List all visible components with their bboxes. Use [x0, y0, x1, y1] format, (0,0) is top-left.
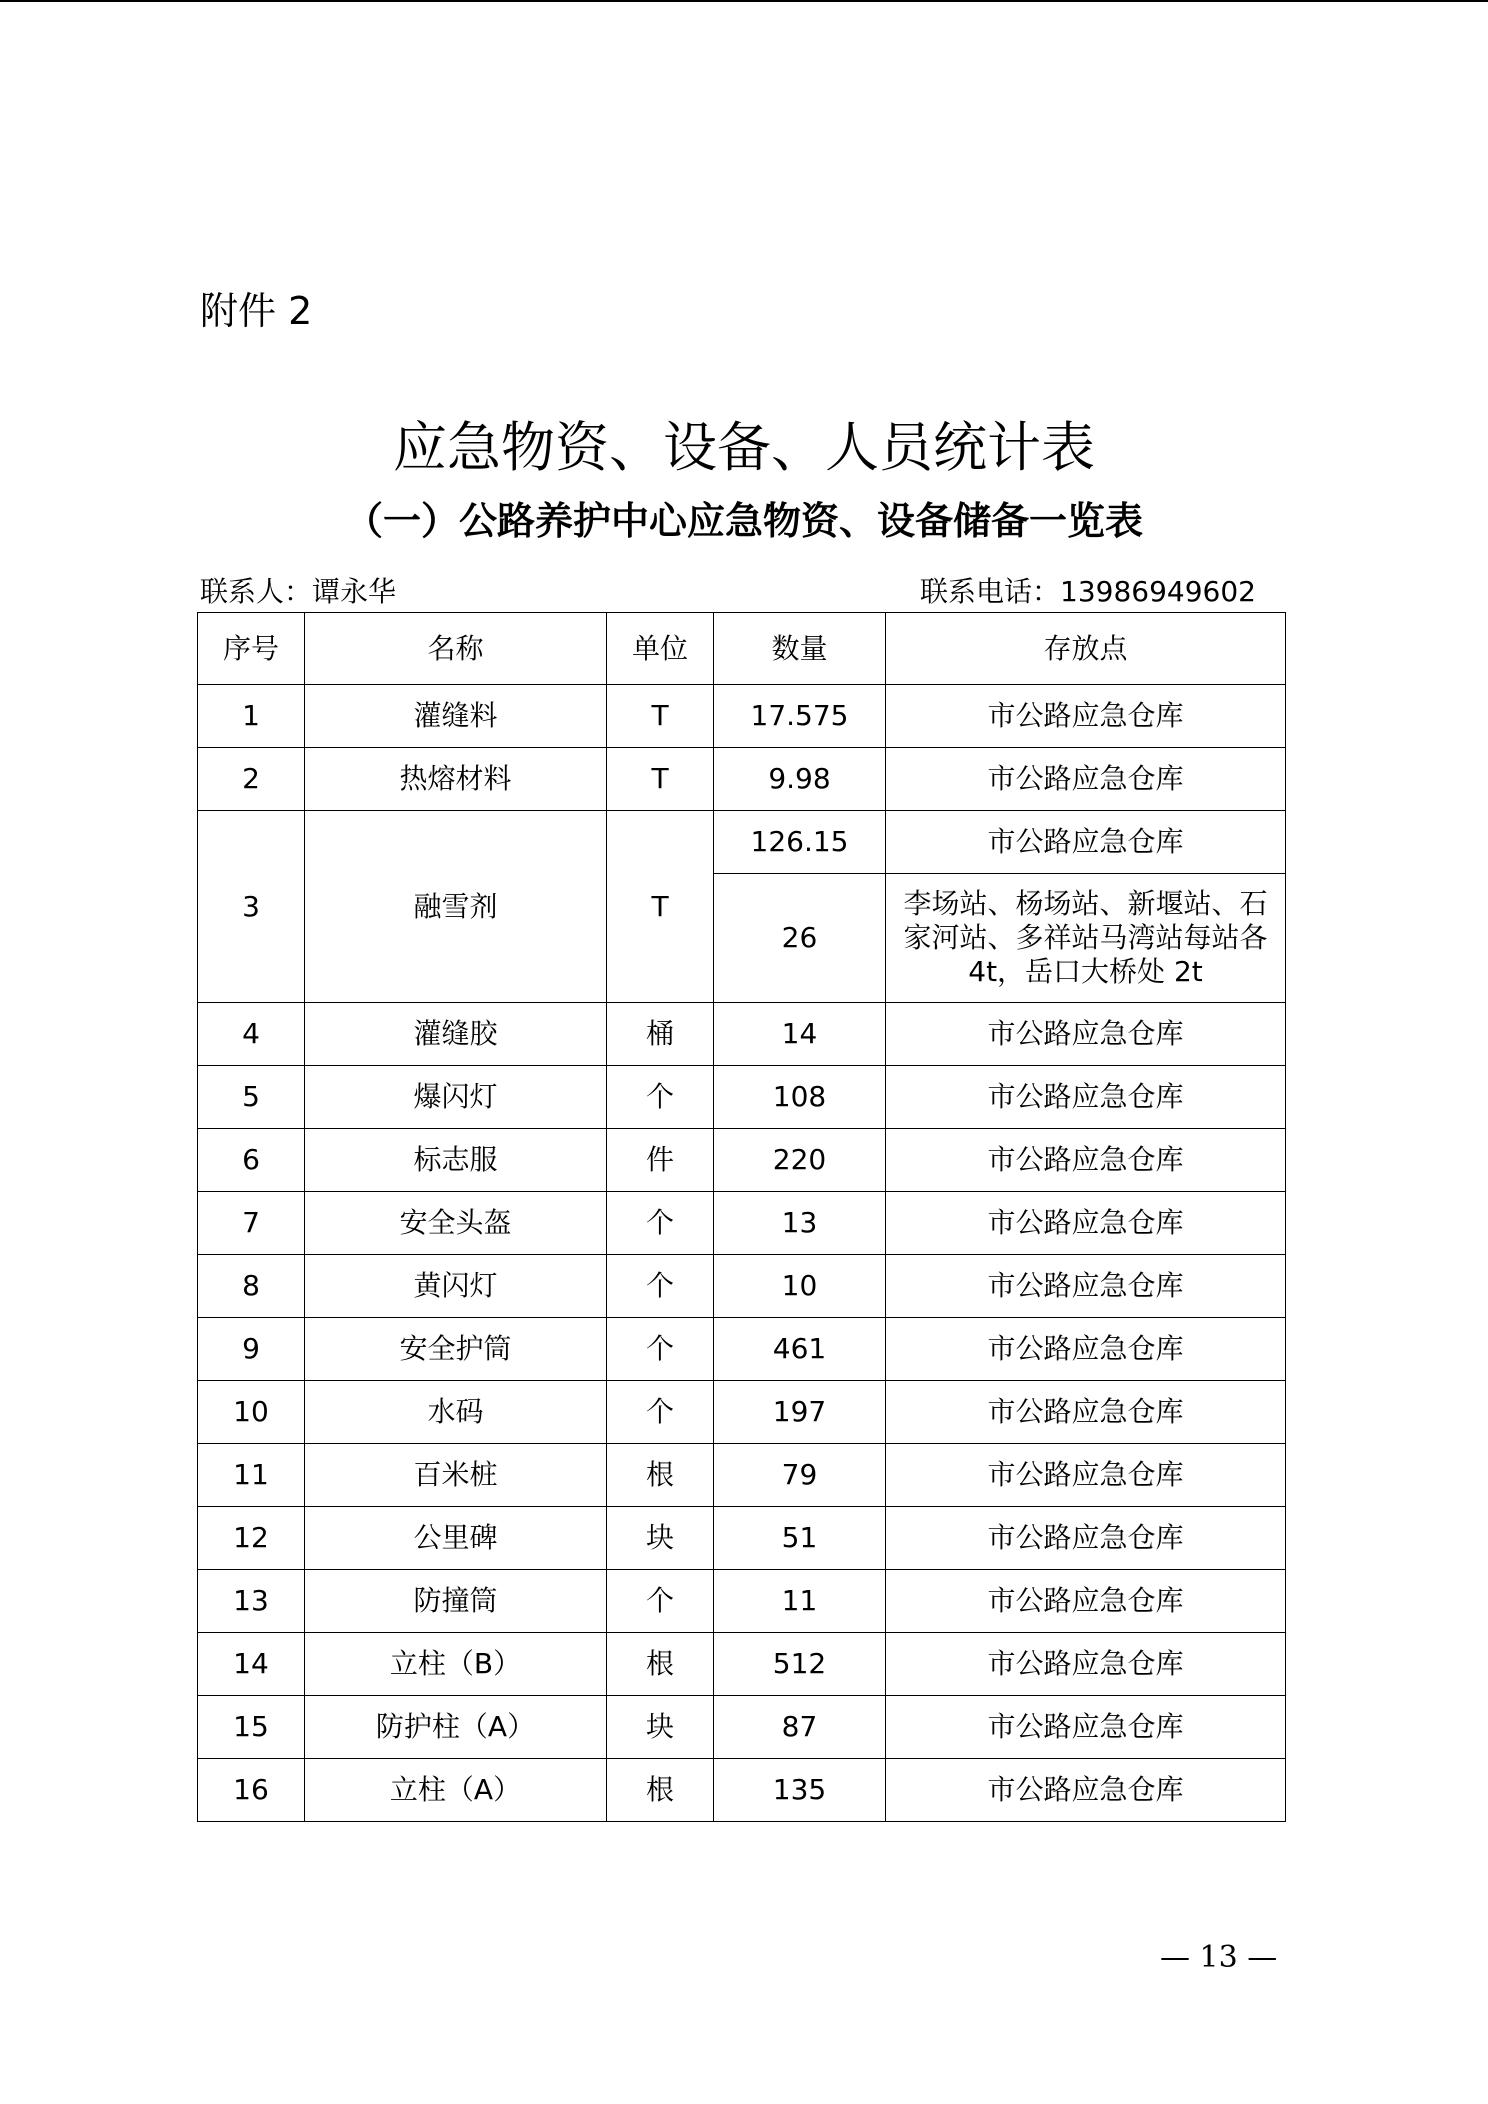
- cell-qty: 126.15: [714, 811, 886, 874]
- table-row: [198, 1507, 1286, 1570]
- cell-name: 公里碑: [305, 1507, 607, 1570]
- cell-no: 12: [198, 1507, 305, 1570]
- cell-name: 安全护筒: [305, 1318, 607, 1381]
- cell-location: 市公路应急仓库: [886, 811, 1286, 874]
- cell-no: 13: [198, 1570, 305, 1633]
- cell-qty: 220: [714, 1129, 886, 1192]
- cell-no: 4: [198, 1003, 305, 1066]
- table-header-row: [198, 613, 1286, 685]
- cell-no: 6: [198, 1129, 305, 1192]
- cell-location: 李场站、杨场站、新堰站、石家河站、多祥站马湾站每站各 4t，岳口大桥处 2t: [886, 874, 1286, 1003]
- cell-location: 市公路应急仓库: [886, 1129, 1286, 1192]
- page-subtitle: （一）公路养护中心应急物资、设备储备一览表: [344, 499, 1143, 543]
- table-row: [198, 1318, 1286, 1381]
- page-title: 应急物资、设备、人员统计表: [393, 416, 1095, 479]
- header-qty: 数量: [714, 613, 886, 685]
- contact-person: 联系人：谭永华: [200, 575, 397, 608]
- cell-unit: T: [607, 685, 714, 748]
- cell-unit: 个: [607, 1381, 714, 1444]
- cell-no: 10: [198, 1381, 305, 1444]
- table-row: [198, 748, 1286, 811]
- cell-name: 融雪剂: [305, 811, 607, 1003]
- annex-label: 附件 2: [200, 289, 313, 333]
- table-row: [198, 685, 1286, 748]
- table-row: [198, 1444, 1286, 1507]
- cell-location: 市公路应急仓库: [886, 1318, 1286, 1381]
- cell-no: 11: [198, 1444, 305, 1507]
- cell-qty: 17.575: [714, 685, 886, 748]
- cell-name: 防护柱（A）: [305, 1696, 607, 1759]
- cell-name: 标志服: [305, 1129, 607, 1192]
- cell-location: 市公路应急仓库: [886, 1633, 1286, 1696]
- cell-qty: 108: [714, 1066, 886, 1129]
- cell-unit: 个: [607, 1255, 714, 1318]
- cell-no: 5: [198, 1066, 305, 1129]
- cell-location: 市公路应急仓库: [886, 1507, 1286, 1570]
- cell-location: 市公路应急仓库: [886, 1759, 1286, 1822]
- cell-location: 市公路应急仓库: [886, 1570, 1286, 1633]
- table-row: [198, 1759, 1286, 1822]
- table-row: [198, 1003, 1286, 1066]
- cell-unit: 个: [607, 1570, 714, 1633]
- cell-no: 14: [198, 1633, 305, 1696]
- cell-qty: 11: [714, 1570, 886, 1633]
- cell-unit: 根: [607, 1444, 714, 1507]
- cell-location: 市公路应急仓库: [886, 1192, 1286, 1255]
- table-row: [198, 1129, 1286, 1192]
- cell-unit: T: [607, 748, 714, 811]
- cell-location: 市公路应急仓库: [886, 1255, 1286, 1318]
- cell-unit: 块: [607, 1507, 714, 1570]
- cell-no: 1: [198, 685, 305, 748]
- cell-name: 水码: [305, 1381, 607, 1444]
- cell-name: 爆闪灯: [305, 1066, 607, 1129]
- header-location: 存放点: [886, 613, 1286, 685]
- table-row: [198, 811, 1286, 874]
- table-row: [198, 1570, 1286, 1633]
- cell-name: 灌缝料: [305, 685, 607, 748]
- cell-location: 市公路应急仓库: [886, 685, 1286, 748]
- cell-unit: 个: [607, 1066, 714, 1129]
- cell-no: 16: [198, 1759, 305, 1822]
- cell-qty: 461: [714, 1318, 886, 1381]
- header-no: 序号: [198, 613, 305, 685]
- cell-qty: 197: [714, 1381, 886, 1444]
- cell-location: 市公路应急仓库: [886, 1444, 1286, 1507]
- cell-name: 安全头盔: [305, 1192, 607, 1255]
- cell-location: 市公路应急仓库: [886, 748, 1286, 811]
- cell-qty: 51: [714, 1507, 886, 1570]
- cell-no: 15: [198, 1696, 305, 1759]
- cell-location: 市公路应急仓库: [886, 1381, 1286, 1444]
- cell-qty: 79: [714, 1444, 886, 1507]
- cell-name: 防撞筒: [305, 1570, 607, 1633]
- cell-unit: 个: [607, 1192, 714, 1255]
- table-row: [198, 1255, 1286, 1318]
- contact-phone: 联系电话：13986949602: [920, 575, 1256, 608]
- table-row: [198, 1192, 1286, 1255]
- cell-name: 热熔材料: [305, 748, 607, 811]
- page-number: — 13 —: [1160, 1940, 1278, 1975]
- cell-unit: 块: [607, 1696, 714, 1759]
- table-row: [198, 1381, 1286, 1444]
- cell-name: 灌缝胶: [305, 1003, 607, 1066]
- cell-qty: 135: [714, 1759, 886, 1822]
- header-unit: 单位: [607, 613, 714, 685]
- cell-no: 3: [198, 811, 305, 1003]
- cell-unit: 桶: [607, 1003, 714, 1066]
- cell-unit: 件: [607, 1129, 714, 1192]
- top-border: [0, 0, 1488, 2]
- table-row: [198, 1696, 1286, 1759]
- cell-no: 9: [198, 1318, 305, 1381]
- inventory-table: [197, 612, 1286, 1822]
- cell-no: 8: [198, 1255, 305, 1318]
- cell-qty: 13: [714, 1192, 886, 1255]
- cell-qty: 512: [714, 1633, 886, 1696]
- cell-no: 2: [198, 748, 305, 811]
- cell-qty: 87: [714, 1696, 886, 1759]
- cell-qty: 10: [714, 1255, 886, 1318]
- cell-qty: 26: [714, 874, 886, 1003]
- cell-unit: T: [607, 811, 714, 1003]
- cell-qty: 9.98: [714, 748, 886, 811]
- table-row: [198, 1066, 1286, 1129]
- cell-unit: 根: [607, 1633, 714, 1696]
- cell-unit: 个: [607, 1318, 714, 1381]
- cell-location: 市公路应急仓库: [886, 1003, 1286, 1066]
- cell-name: 黄闪灯: [305, 1255, 607, 1318]
- cell-qty: 14: [714, 1003, 886, 1066]
- cell-unit: 根: [607, 1759, 714, 1822]
- cell-name: 立柱（A）: [305, 1759, 607, 1822]
- cell-location: 市公路应急仓库: [886, 1696, 1286, 1759]
- cell-no: 7: [198, 1192, 305, 1255]
- cell-location: 市公路应急仓库: [886, 1066, 1286, 1129]
- cell-name: 百米桩: [305, 1444, 607, 1507]
- header-name: 名称: [305, 613, 607, 685]
- cell-name: 立柱（B）: [305, 1633, 607, 1696]
- table-row: [198, 1633, 1286, 1696]
